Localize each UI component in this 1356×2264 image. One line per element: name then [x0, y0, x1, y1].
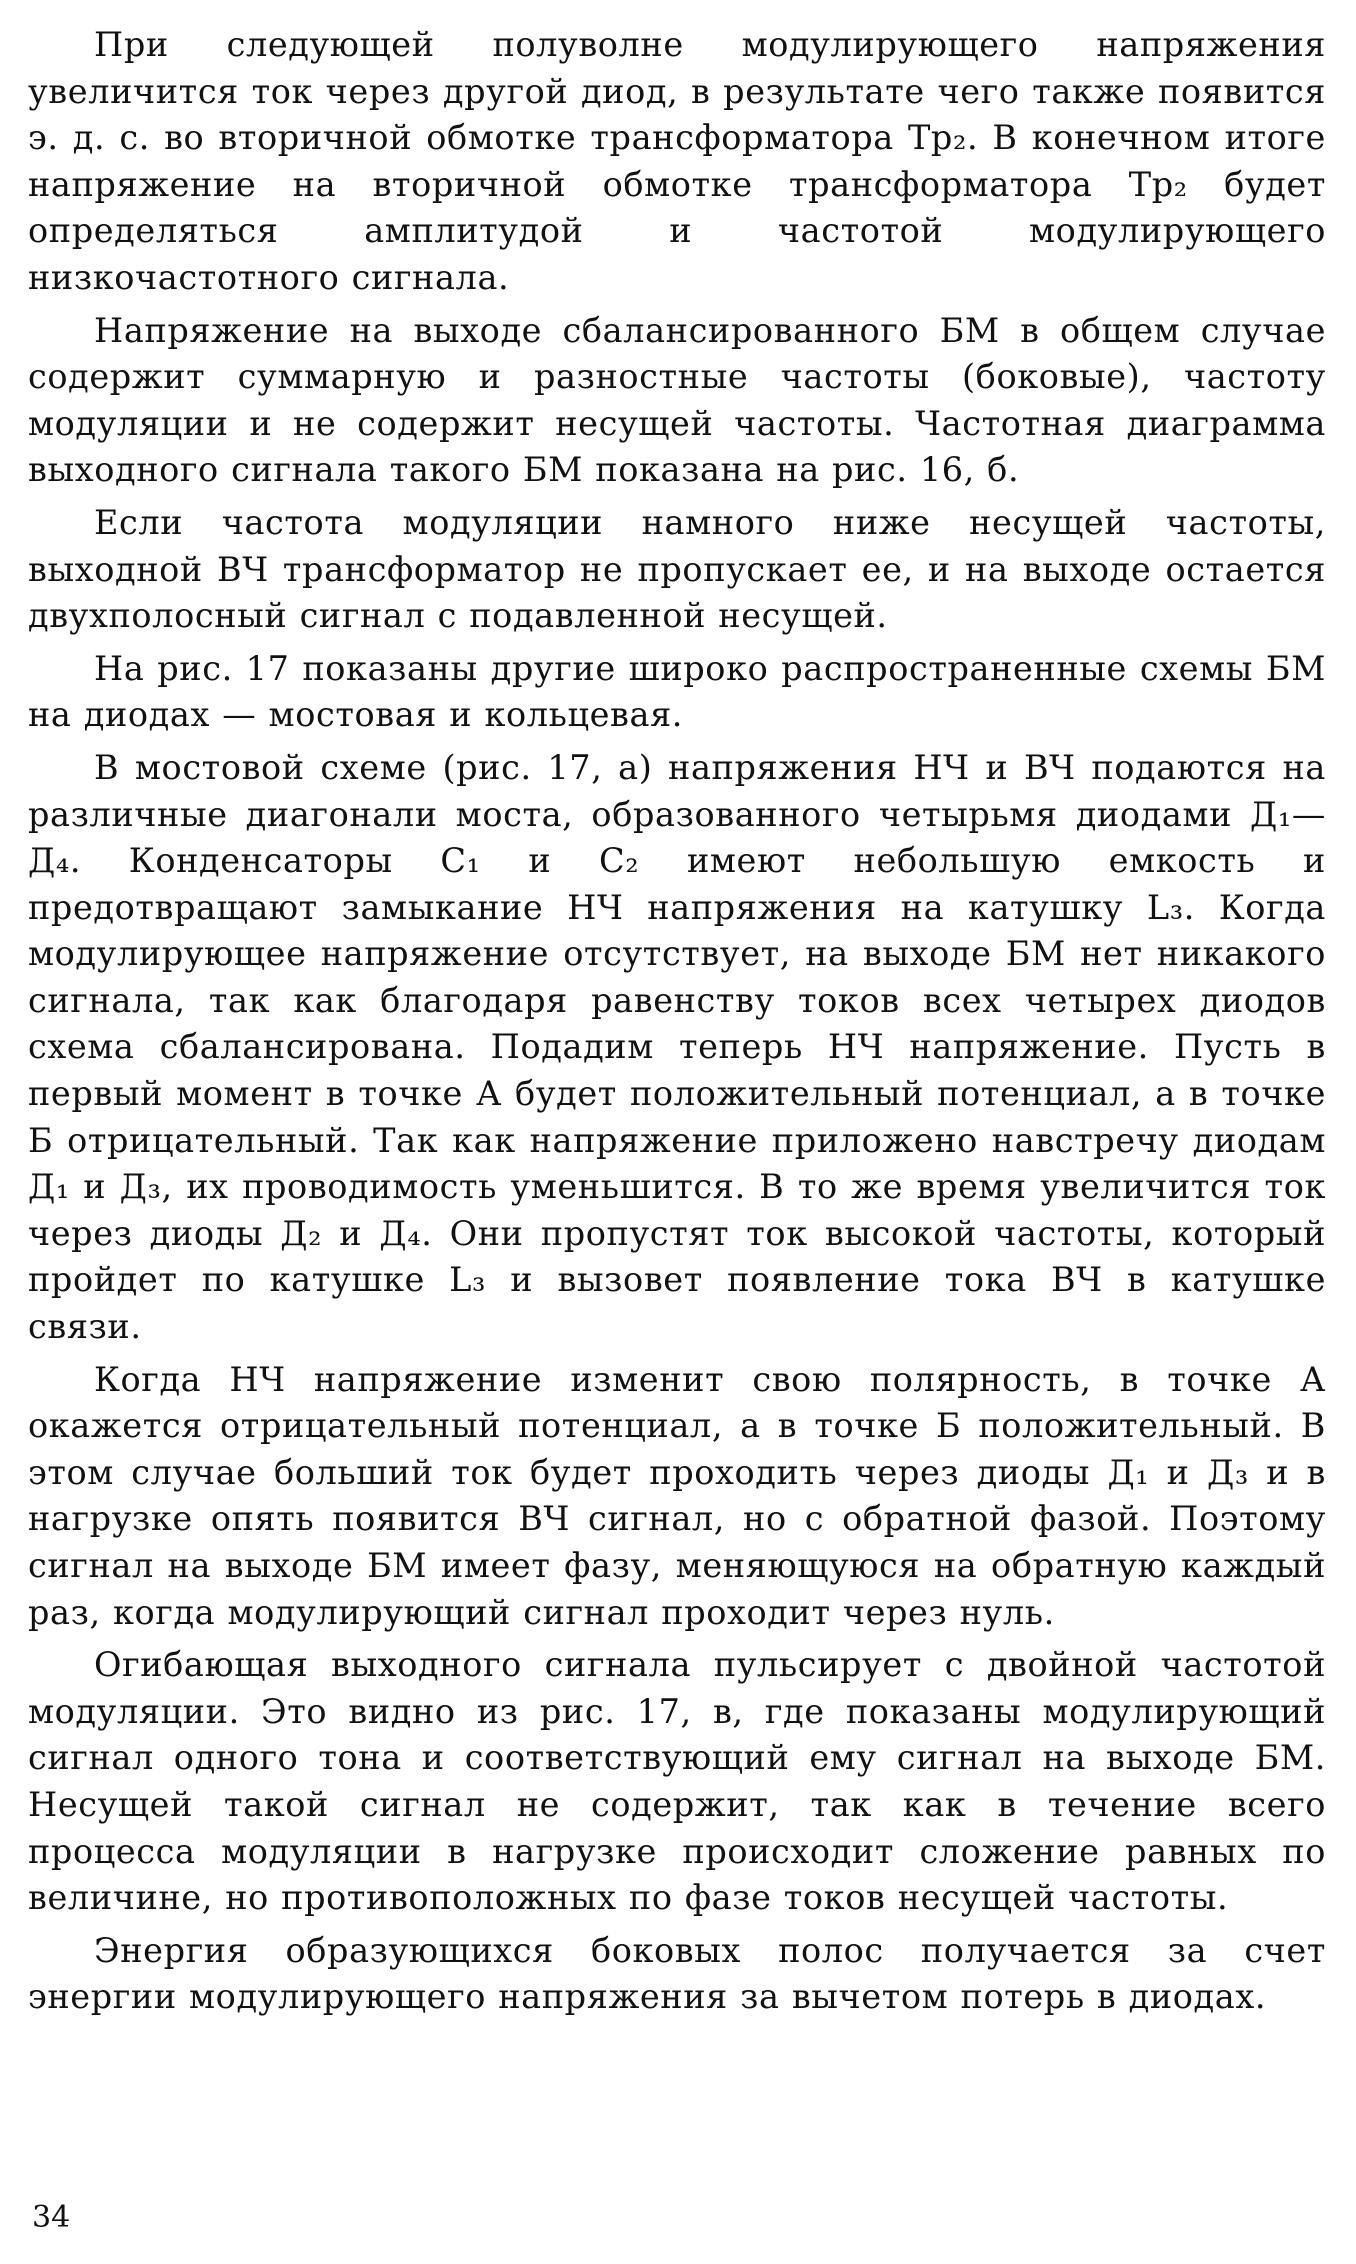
- paragraph: Огибающая выходного сигнала пульсирует с двойной частотой модуляции. Это видно из рис. 17, в, где показаны модулирующий сигнал одного тона и соответствующий ему сигнал на выходе БМ. Несущей такой сигнал не содержит, так как в течение всего процесса модуляции в нагрузке происходит сложение равных по величине, но противоположных по фазе токов несущей частоты.: [28, 1645, 1326, 1918]
- paragraph: При следующей полуволне модулирующего напряжения увеличится ток через другой диод, в результате чего также появится э. д. с. во вторичной обмотке трансформатора Тр₂. В конечном итоге напряжение на вторичной обмотке трансформатора Тр₂ будет определяться амплитудой и частотой модулирующего низкочастотного сигнала.: [28, 25, 1326, 297]
- paragraph: Если частота модуляции намного ниже несущей частоты, выходной ВЧ трансформатор не пропускает ее, и на выходе остается двухполосный сигнал с подавленной несущей.: [28, 502, 1326, 636]
- page-number: 34: [32, 2200, 71, 2235]
- paragraph: Когда НЧ напряжение изменит свою полярность, в точке А окажется отрицательный потенциал, а в точке Б положительный. В этом случае больший ток будет проходить через диоды Д₁ и Д₃ и в нагрузке опять появится ВЧ сигнал, но с обратной фазой. Поэтому сигнал на выходе БМ имеет фазу, меняющуюся на обратную каждый раз, когда модулирующий сигнал проходит через нуль.: [28, 1359, 1326, 1632]
- paragraph: В мостовой схеме (рис. 17, а) напряжения НЧ и ВЧ подаются на различные диагонали моста, образованного четырьмя диодами Д₁—Д₄. Конденсаторы C₁ и C₂ имеют небольшую емкость и предотвращают замыкание НЧ напряжения на катушку L₃. Когда модулирующее напряжение отсутствует, на выходе БМ нет никакого сигнала, так как благодаря равенству токов всех четырех диодов схема сбалансирована. Подадим теперь НЧ напряжение. Пусть в первый момент в точке А будет положительный потенциал, а в точке Б отрицательный. Так как напряжение приложено навстречу диодам Д₁ и Д₃, их проводимость уменьшится. В то же время увеличится ток через диоды Д₂ и Д₄. Они пропустят ток высокой частоты, который пройдет по катушке L₃ и вызовет появление тока ВЧ в катушке связи.: [28, 747, 1326, 1347]
- paragraph: Напряжение на выходе сбалансированного БМ в общем случае содержит суммарную и разностные частоты (боковые), частоту модуляции и не содержит несущей частоты. Частотная диаграмма выходного сигнала такого БМ показана на рис. 16, б.: [28, 310, 1326, 490]
- page-body: [28, 22, 1326, 2027]
- paragraph: Энергия образующихся боковых полос получается за счет энергии модулирующего напряжения за вычетом потерь в диодах.: [28, 1930, 1326, 2017]
- paragraph: На рис. 17 показаны другие широко распространенные схемы БМ на диодах — мостовая и кольцевая.: [28, 648, 1326, 735]
